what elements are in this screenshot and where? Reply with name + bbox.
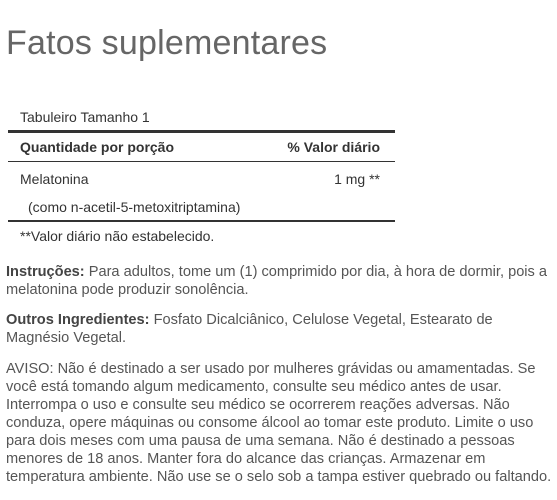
instructions-text: Para adultos, tome um (1) comprimido por dia, à hora de dormir, pois a melatonina pode produzir sonolência.	[6, 264, 548, 298]
page-title: Fatos suplementares	[6, 23, 328, 62]
facts-header-row	[8, 133, 395, 161]
nutrient-row	[8, 162, 395, 196]
nutrient-name: Melatonina	[20, 171, 89, 187]
serving-size: Tabuleiro Tamanho 1	[20, 109, 150, 125]
nutrient-detail: (como n-acetil-5-metoxitriptamina)	[28, 199, 241, 215]
other-ingredients-paragraph	[6, 311, 554, 347]
supplement-facts-table	[8, 106, 395, 250]
amount-per-serving-header: Quantidade por porção	[20, 139, 175, 155]
daily-value-footnote: **Valor diário não estabelecido.	[20, 228, 215, 244]
warning-paragraph: AVISO: Não é destinado a ser usado por mulheres grávidas ou amamentadas. Se você está tomando algum medicamento, consulte seu médico antes de usar. Interrompa o uso e consulte seu médico se ocorrerem reações adversas. Não conduza, opere máquinas ou consome álcool ao tomar este produto. Limite o uso para dois meses com uma pausa de uma semana. Não é destinado a pessoas menores de 18 anos. Manter fora do alcance das crianças. Armazenar em temperatura ambiente. Não use se o selo sob a tampa estiver quebrado ou faltando.	[6, 361, 552, 485]
other-ingredients-text: Fosfato Dicalciânico, Celulose Vegetal, Estearato de Magnésio Vegetal.	[6, 312, 493, 346]
instructions-label: Instruções:	[6, 264, 85, 280]
instructions-paragraph	[6, 263, 554, 299]
daily-value-header: % Valor diário	[287, 139, 380, 155]
other-ingredients-label: Outros Ingredientes:	[6, 312, 150, 328]
nutrient-amount: 1 mg **	[334, 171, 380, 187]
